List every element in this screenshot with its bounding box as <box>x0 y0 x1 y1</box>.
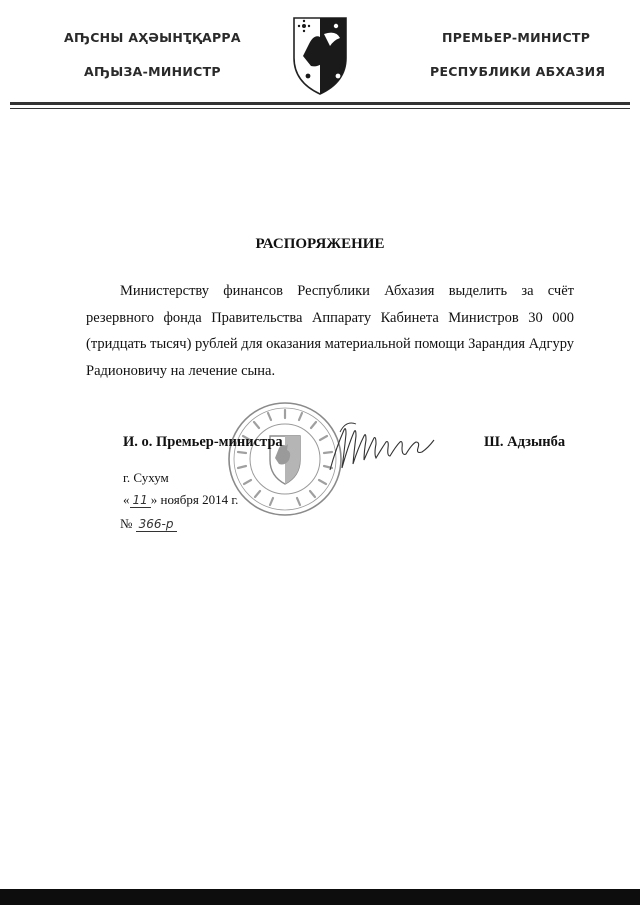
order-number-handwritten: 366-р <box>136 517 177 532</box>
scan-bottom-border <box>0 889 640 905</box>
order-body <box>86 278 574 384</box>
issue-date <box>123 492 238 508</box>
order-number <box>120 516 177 532</box>
header-rule-thin <box>10 108 630 109</box>
issue-city: г. Сухум <box>123 470 169 485</box>
header-left-line1: АҦСНЫ АҲӘЫНҬҚАРРА <box>64 30 241 45</box>
order-body-text: Министерству финансов Республики Абхазия выделить за счёт резервного фонда Правительства Аппарату Кабинета Министров 30 000 (тридцать тысяч) рублей для оказания материальной помощи Зарандия Адгуру Радионовичу на лечение сына. <box>86 283 575 379</box>
header-right-line1: ПРЕМЬЕР-МИНИСТР <box>442 30 591 45</box>
order-number-prefix: № <box>120 516 133 531</box>
handwritten-signature-icon <box>326 418 438 476</box>
header-rule-thick <box>10 102 630 105</box>
signatory-name: Ш. Адзынба <box>484 434 566 450</box>
header-right-line2: РЕСПУБЛИКИ АБХАЗИЯ <box>430 64 606 79</box>
date-open-quote: « <box>123 492 130 507</box>
coat-of-arms-abkhazia-icon <box>290 14 350 96</box>
date-rest: » ноября 2014 г. <box>150 492 239 507</box>
header-left-line2: АҦЫЗА-МИНИСТР <box>84 64 221 79</box>
document-title: РАСПОРЯЖЕНИЕ <box>255 236 385 252</box>
date-day-handwritten: 11 <box>130 493 151 508</box>
signatory-position: И. о. Премьер-министра <box>123 434 283 450</box>
